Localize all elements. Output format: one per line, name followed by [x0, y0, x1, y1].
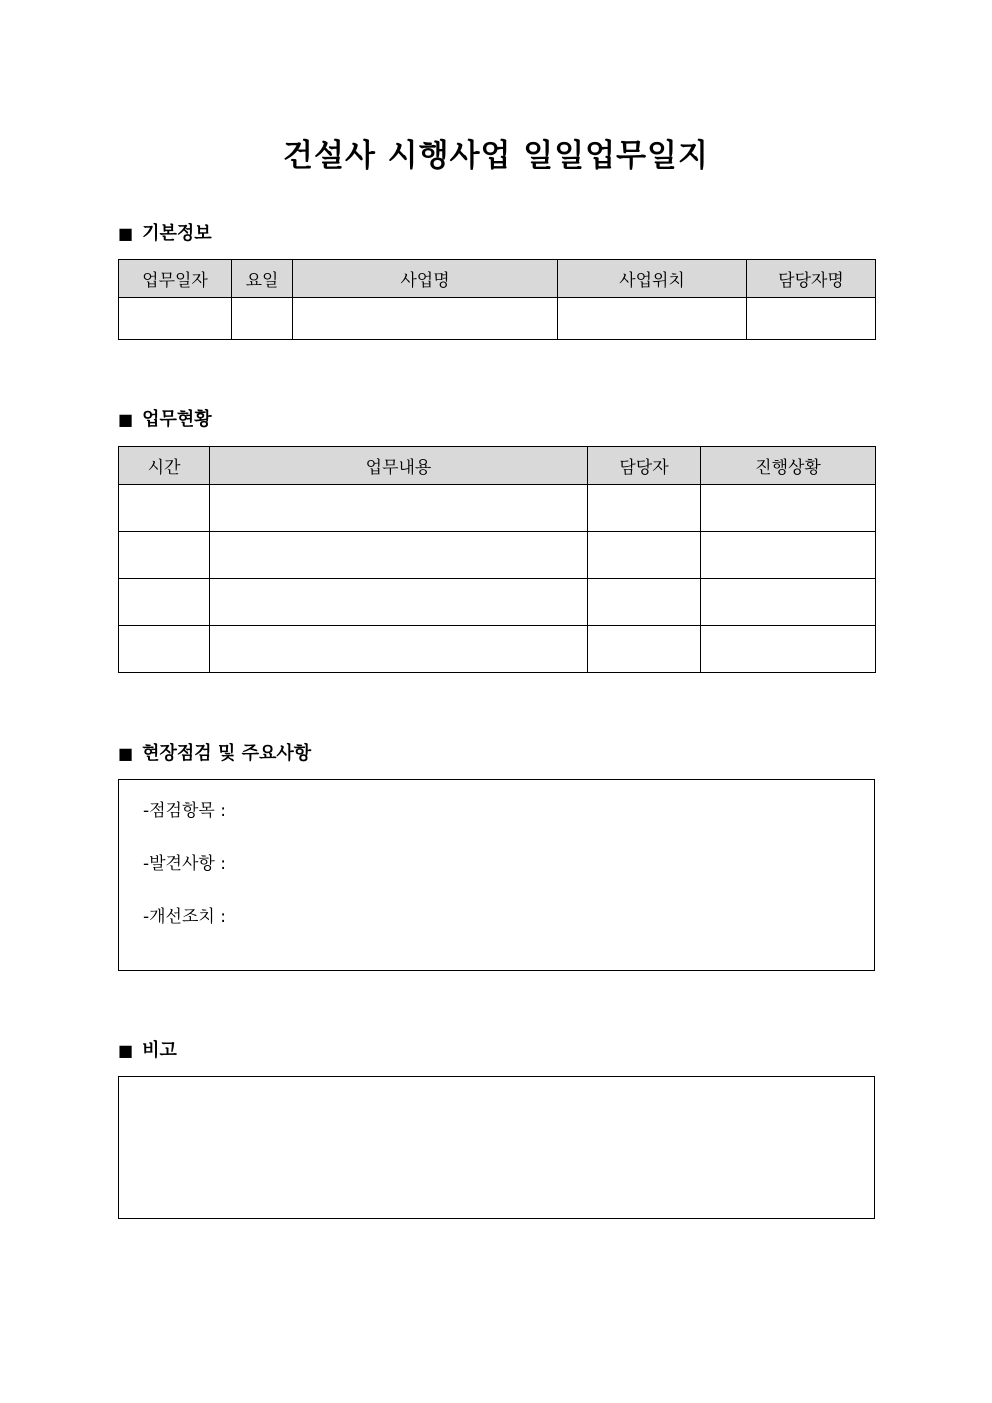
- finding-item-label: -발견사항 :: [143, 854, 226, 874]
- weekday-cell[interactable]: [232, 298, 293, 340]
- header-project-name: 사업명: [293, 260, 558, 298]
- section-title: 기본정보: [142, 223, 212, 244]
- table-row: [119, 532, 876, 579]
- work-content-cell[interactable]: [210, 579, 588, 626]
- section-heading-basic-info: [118, 220, 212, 248]
- person-in-charge-cell[interactable]: [588, 485, 701, 532]
- header-project-location: 사업위치: [558, 260, 747, 298]
- person-in-charge-cell[interactable]: [588, 579, 701, 626]
- section-marker: ■: [118, 1041, 134, 1060]
- section-heading-work-status: [118, 406, 212, 434]
- section-title: 업무현황: [142, 409, 212, 430]
- person-in-charge-cell[interactable]: [588, 532, 701, 579]
- section-title: 비고: [142, 1040, 177, 1061]
- person-in-charge-cell[interactable]: [588, 626, 701, 673]
- table-row: [119, 626, 876, 673]
- inspection-item-label: -점검항목 :: [143, 801, 226, 821]
- improvement-item-label: -개선조치 :: [143, 907, 226, 927]
- inspection-box[interactable]: [118, 779, 875, 971]
- header-progress: 진행상황: [701, 447, 876, 485]
- section-heading-remarks: [118, 1037, 177, 1065]
- header-work-content: 업무내용: [210, 447, 588, 485]
- section-marker: ■: [118, 410, 134, 429]
- page-title: 건설사 시행사업 일일업무일지: [283, 138, 709, 174]
- remarks-box[interactable]: [118, 1076, 875, 1219]
- header-person-in-charge: 담당자: [588, 447, 701, 485]
- work-date-cell[interactable]: [119, 298, 232, 340]
- work-content-cell[interactable]: [210, 485, 588, 532]
- work-status-table: [118, 446, 876, 673]
- table-header-row: [119, 447, 876, 485]
- table-row: [119, 579, 876, 626]
- time-cell[interactable]: [119, 579, 210, 626]
- work-content-cell[interactable]: [210, 532, 588, 579]
- section-title: 현장점검 및 주요사항: [142, 743, 312, 764]
- basic-info-table: [118, 259, 876, 340]
- progress-cell[interactable]: [701, 532, 876, 579]
- time-cell[interactable]: [119, 626, 210, 673]
- manager-name-cell[interactable]: [747, 298, 876, 340]
- table-header-row: [119, 260, 876, 298]
- work-content-cell[interactable]: [210, 626, 588, 673]
- progress-cell[interactable]: [701, 579, 876, 626]
- progress-cell[interactable]: [701, 626, 876, 673]
- header-work-date: 업무일자: [119, 260, 232, 298]
- time-cell[interactable]: [119, 532, 210, 579]
- time-cell[interactable]: [119, 485, 210, 532]
- header-weekday: 요일: [232, 260, 293, 298]
- section-marker: ■: [118, 224, 134, 243]
- table-row: [119, 485, 876, 532]
- table-row: [119, 298, 876, 340]
- header-manager-name: 담당자명: [747, 260, 876, 298]
- header-time: 시간: [119, 447, 210, 485]
- project-location-cell[interactable]: [558, 298, 747, 340]
- section-heading-inspection: [118, 740, 311, 768]
- progress-cell[interactable]: [701, 485, 876, 532]
- section-marker: ■: [118, 744, 134, 763]
- project-name-cell[interactable]: [293, 298, 558, 340]
